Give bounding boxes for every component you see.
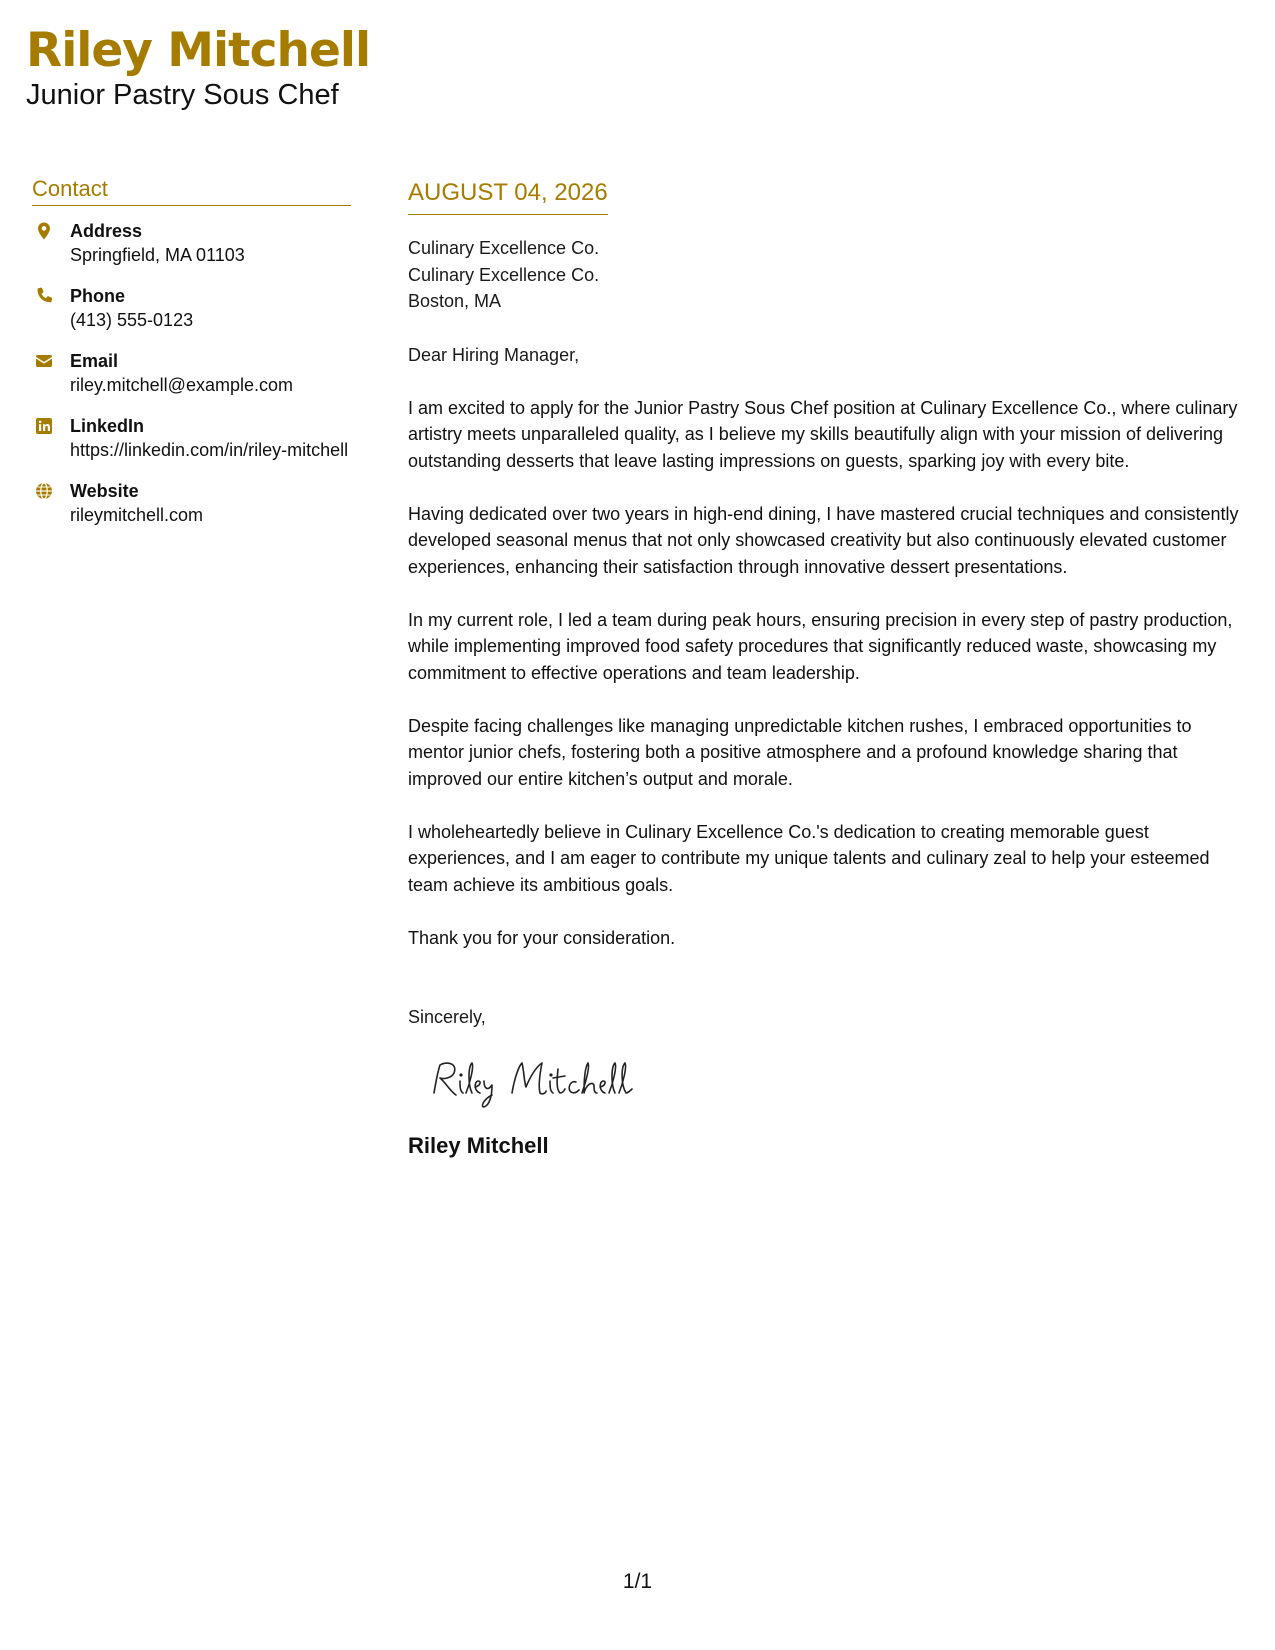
handwritten-signature: [426, 1051, 666, 1111]
contact-phone: [32, 284, 351, 332]
contact-email: [32, 349, 351, 397]
contact-address: [32, 219, 351, 267]
phone-icon: [34, 286, 54, 306]
address-value: Springfield, MA 01103: [70, 245, 245, 265]
envelope-icon: [34, 351, 54, 371]
paragraph: I wholeheartedly believe in Culinary Excellence Co.'s dedication to creating memorable guest experiences, and I am eager to contribute my unique talents and culinary zeal to help your esteemed team achieve its ambitious goals.: [408, 821, 1210, 895]
applicant-name: Riley Mitchell: [26, 23, 371, 78]
linkedin-icon: [34, 416, 54, 436]
paragraph: Having dedicated over two years in high-end dining, I have mastered crucial techniques and consistently developed seasonal menus that not only showcased creativity but also continuously elevated customer experiences, enhancing their satisfaction through innovative dessert presentations.: [408, 503, 1239, 577]
phone-label: Phone: [70, 286, 126, 306]
phone-value: (413) 555-0123: [70, 310, 194, 330]
contact-website: [32, 479, 351, 527]
recipient-line: Boston, MA: [408, 291, 502, 311]
contact-linkedin: [32, 414, 351, 462]
page-number: 1/1: [622, 1570, 653, 1593]
job-title: Junior Pastry Sous Chef: [26, 79, 339, 111]
email-value: riley.mitchell@example.com: [70, 375, 293, 395]
paragraph: In my current role, I led a team during peak hours, ensuring precision in every step of pastry production, while implementing improved food safety procedures that significantly reduced waste, showcasing my commitment to effective operations and team leadership.: [408, 609, 1233, 683]
paragraph: Despite facing challenges like managing unpredictable kitchen rushes, I embraced opportunities to mentor junior chefs, fostering both a positive atmosphere and a profound knowledge sharing that improved our entire kitchen’s output and morale.: [408, 715, 1192, 789]
linkedin-value[interactable]: https://linkedin.com/in/riley-mitchell: [70, 440, 349, 460]
signer-name: Riley Mitchell: [408, 1132, 549, 1158]
email-label: Email: [70, 351, 119, 371]
letter-body: [408, 178, 1246, 1159]
website-value[interactable]: rileymitchell.com: [70, 505, 204, 525]
contact-heading: Contact: [32, 176, 351, 206]
recipient-line: Culinary Excellence Co.: [408, 264, 600, 285]
letter-header: [26, 22, 370, 112]
globe-icon: [34, 481, 54, 501]
address-label: Address: [70, 221, 143, 241]
paragraph: I am excited to apply for the Junior Pastry Sous Chef position at Culinary Excellence Co., where culinary artistry meets unparalleled quality, as I believe my skills beautifully align with your mission of delivering outstanding desserts that leave lasting impressions on guests, sparking joy with every bite.: [408, 397, 1238, 471]
contact-sidebar: [32, 176, 351, 544]
linkedin-label: LinkedIn: [70, 416, 145, 436]
website-label: Website: [70, 481, 139, 501]
recipient-line: Culinary Excellence Co.: [408, 238, 600, 258]
letter-date: AUGUST 04, 2026: [408, 178, 608, 215]
closing: Sincerely,: [408, 1007, 486, 1027]
salutation: Dear Hiring Manager,: [408, 344, 580, 365]
paragraph: Thank you for your consideration.: [408, 927, 676, 948]
map-pin-icon: [34, 221, 54, 241]
recipient-block: [408, 235, 1246, 315]
